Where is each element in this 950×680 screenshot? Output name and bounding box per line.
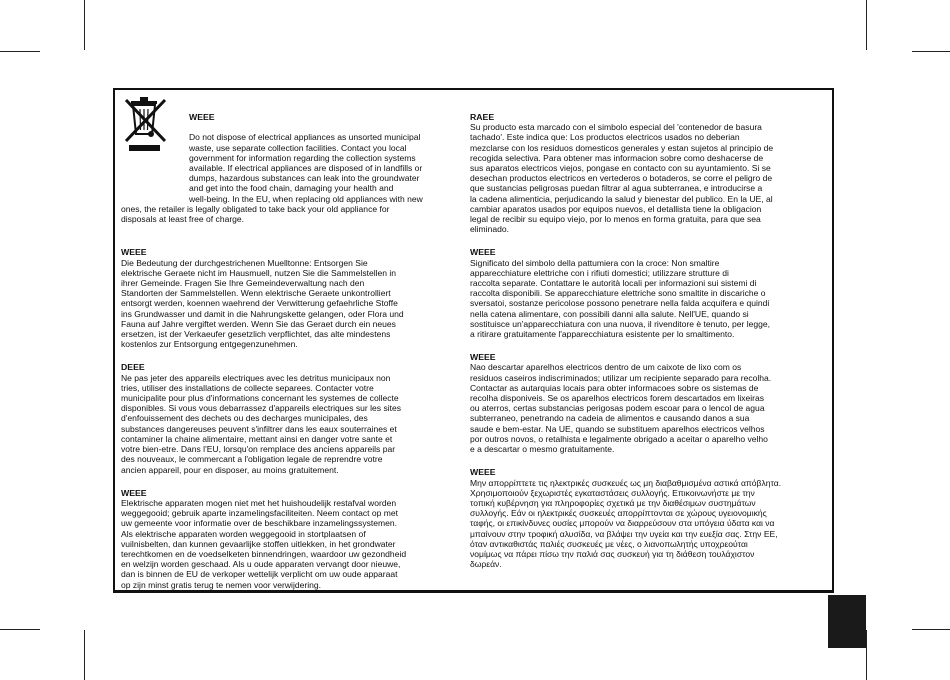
section-text-line: government for information regarding the collection systems <box>189 152 416 163</box>
section-text-line: dumps, hazardous substances can leak into the groundwater <box>189 173 420 184</box>
section-text: Ne pas jeter des appareils electriques avec les detritus municipaux non tries, utiliser des installations de collecte separees. Contacter votre municipalite pour plus d'informations concernant les systemes de collecte disponibles. Si vous vous debarrassez d'appareils electriques sur les sites d'enfouissement des dechets ou des decharges municipales, des substances dangereuses peuvent s'infiltrer dans les eaux souterraines et contaminer la chaine alimentaire, mettant ainsi en danger votre sante et votre bien-etre. Dans l'EU, lorsqu'on remplace des anciens appareils par des nouveaux, le commercant a l'obligation legale de reprendre votre ancien appareil, pour en disposer, au moins gratuitement. <box>121 372 402 475</box>
section-text-en <box>121 122 469 234</box>
section-text: Su producto esta marcado con el simbolo especial del 'contenedor de basura tachado'. Este indica que: Los productos electricos usados no deberian mezclarse con los residuos domesticos generales y estan sujetos al principio de recogida selectiva. Para obtener mas informacion sobre como deshacerse de sus aparatos electricos viejos, pongase en contacto con su ayuntamiento. Si se desechan productos electricos en vertederos o botaderos, se corre el peligro de que sustancias peligrosas puedan filtrar al agua subterranea, e introducirse a la cadena alimenticia, perjudicando la salud y bienestar del publico. En la UE, al cambiar aparatos usados por equipos nuevos, el detallista tiene la obligacion legal de recibir su equipo viejo, por lo menos en forma gratuita, para que sea eliminado. <box>470 122 774 235</box>
section-weee-it <box>470 247 832 339</box>
left-column <box>121 112 469 603</box>
section-text-line: waste, use separate collection facilities. Contact you local <box>189 142 407 153</box>
crop-mark-top-left-h <box>0 51 40 52</box>
section-heading: WEEE <box>189 112 215 122</box>
section-text-line: Do not dispose of electrical appliances as unsorted municipal <box>189 132 421 143</box>
section-text: Die Bedeutung der durchgestrichenen Muelltonne: Entsorgen Sie elektrische Geraete nicht im Hausmuell, nutzen Sie die Sammelstellen in ihrer Gemeinde. Fragen Sie Ihre Gemeindeverwaltung nach den Standorten der Sammelstellen. Wenn elektrische Geraete unkontrolliert entsorgt werden, koennen waehrend der Verwitterung gefaehrliche Stoffe ins Grundwasser und damit in die Nahrungskette gelangen, oder Flora und Fauna auf Jahre vergiftet werden. Wenn Sie das Geraet durch ein neues ersetzen, ist der Verkaeufer gesetzlich verpflichtet, das alte mindestens kostenlos zur Entsorgung entgegenzunehmen. <box>121 257 404 350</box>
crop-mark-top-right-v <box>866 0 867 50</box>
section-text-line: disposals at least free of charge. <box>121 214 245 225</box>
section-deee-fr <box>121 362 469 474</box>
crop-mark-bottom-right-h <box>912 629 950 630</box>
section-text-line: ones, the retailer is legally obligated to take back your old appliance for <box>121 203 390 214</box>
section-heading: RAEE <box>470 112 495 122</box>
section-weee-el <box>470 467 832 569</box>
section-heading: DEEE <box>121 362 145 373</box>
section-heading: WEEE <box>121 487 147 498</box>
crop-mark-bottom-left-h <box>0 629 40 630</box>
section-heading: WEEE <box>470 467 496 478</box>
section-weee-de <box>121 247 469 349</box>
section-text-line: well-being. In the EU, when replacing old appliances with new <box>189 193 423 204</box>
section-heading: WEEE <box>121 247 147 258</box>
section-text <box>121 132 469 224</box>
right-column <box>470 112 832 582</box>
section-weee-pt <box>470 352 832 454</box>
section-weee-en-text <box>121 122 469 234</box>
section-text-line: available. If electrical appliances are disposed of in landfills or <box>189 163 423 174</box>
page-edge-tab <box>828 595 866 648</box>
section-text: Μην απορρίπτετε τις ηλεκτρικές συσκευές ως μη διαβαθμισμένα αστικά απόβλητα. Χρησιμοποιούν ξεχωριστές εγκαταστάσεις συλλογής. Επικοινωνήστε με την τοπική κυβέρνηση για πληροφορίες σχετικά με την διαθέσιμων συστημάτων συλλογής. Εάν οι ηλεκτρικές συσκευές απορρίπτονται σε χώρους υγειονομικής ταφής, οι επικίνδυνες ουσίες μπορούν να διαρρεύσουν στα υπόγεια ύδατα και να μπαίνουν στην τροφική αλυσίδα, να βλάψει την υγεία και την ευεξία σας. Στην ΕΕ, όταν αντικαθιστάς παλιές συσκευές με νέες, ο λιανοπωλητής υποχρεούται νομίμως να πάρει πίσω την παλιά σας συσκευή για τη διάθεση τουλάχιστον δωρεάν. <box>470 477 782 570</box>
section-heading: WEEE <box>470 247 496 258</box>
section-text: Significato del simbolo della pattumiera con la croce: Non smaltire apparecchiature elettriche con i rifiuti domestici; utilizzare strutture di raccolta separate. Contattare le autorità locali per informazioni sui sistemi di raccolta disponibili. Se apparecchiature elettriche sono smaltite in discariche o sversatoi, sostanze pericolose possono penetrare nella falda acquifera e quindi nella catena alimentare, con possibili danni alla salute. Nell'UE, quando si sostituisce un'apparecchiatura con una nuova, il rivenditore è tenuto, per legge, a ritirare gratuitamente l'apparecchiatura esistente per lo smaltimento. <box>470 257 771 340</box>
weee-notice-box <box>113 88 834 593</box>
section-text: Elektrische apparaten mogen niet met het huishoudelijk restafval worden weggegooid; gebruik aparte inzamelingsfaciliteiten. Neem contact op met uw gemeente voor informatie over de beschikbare inzamelingssystemen. Als elektrische apparaten worden weggegooid in stortplaatsen of vuilnisbelten, dan kunnen gevaarlijke stoffen uitlekken, in het grondwater terechtkomen en de voedselketen binnendringen, waardoor uw gezondheid en welzijn worden geschaad. Als u oude apparaten vervangt door nieuwe, dan is binnen de EU de verkoper wettelijk verplicht om uw oude apparaat op zijn minst gratis terug te nemen voor verwijdering. <box>121 497 407 590</box>
section-raee-es <box>470 112 832 234</box>
section-text: Nao descartar aparelhos electricos dentro de um caixote de lixo com os residuos caseiros indiscriminados; utilizar um recipiente separado para recolha. Contactar as autarquias locais para obter informacoes sobre os sistemas de recolha disponiveis. Se os aparelhos electricos forem descartados em lixeiras ou aterros, certas substancias perigosas podem escoar para o lencol de agua subterraneo, penetrando na cadeia de alimentos e causando danos a sua saude e bem-estar. Na UE, quando se substituem aparelhos electricos velhos por outros novos, o retalhista e legalmente obrigado a aceitar o aparelho velho e a descartar o mesmo gratuitamente. <box>470 362 772 455</box>
section-weee-en <box>121 112 469 122</box>
crop-mark-bottom-left-v <box>84 630 85 680</box>
crop-mark-top-right-h <box>912 51 950 52</box>
section-text-line: and get into the food chain, damaging your health and <box>189 183 394 194</box>
crop-mark-bottom-right-v <box>866 630 867 680</box>
section-heading: WEEE <box>470 352 496 363</box>
crop-mark-top-left-v <box>84 0 85 50</box>
section-weee-nl <box>121 488 469 590</box>
